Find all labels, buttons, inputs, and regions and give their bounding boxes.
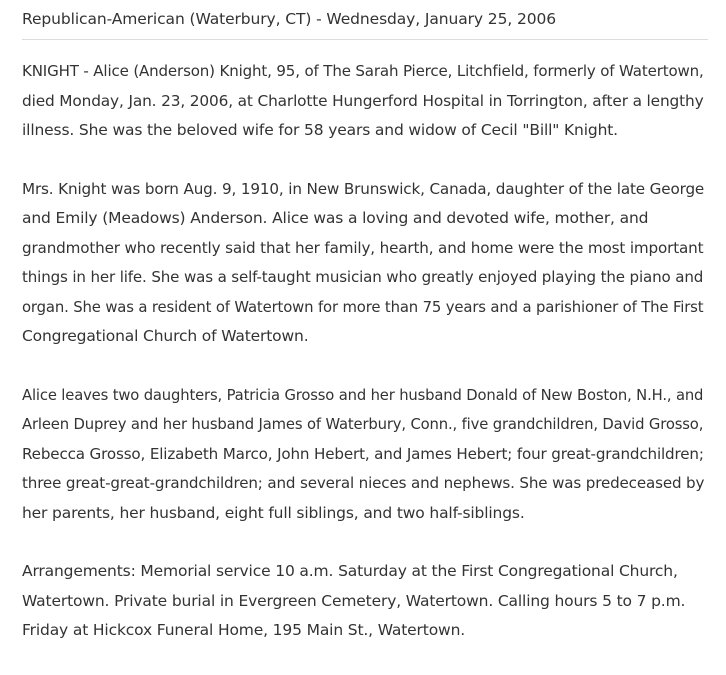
newspaper-header: Republican-American (Waterbury, CT) - Wednesday, January 25, 2006 <box>22 0 708 40</box>
text-line: died Monday, Jan. 23, 2006, at Charlotte Hungerford Hospital in Torrington, after a lengthy <box>22 91 704 110</box>
text-line: Alice leaves two daughters, Patricia Grosso and her husband Donald of New Boston, N.H., and <box>22 386 704 404</box>
obituary-body <box>22 40 708 646</box>
obituary-page <box>22 0 708 675</box>
text-line: Rebecca Grosso, Elizabeth Marco, John Hebert, and James Hebert; four great-grandchildren; <box>22 444 704 463</box>
text-line: organ. She was a resident of Watertown for more than 75 years and a parishioner of The First <box>22 297 704 316</box>
text-line: Friday at Hickcox Funeral Home, 195 Main St., Watertown. <box>22 621 466 639</box>
paragraph-arrangements <box>22 557 708 646</box>
text-line: illness. She was the beloved wife for 58 years and widow of Cecil "Bill" Knight. <box>22 121 618 139</box>
text-line: Arrangements: Memorial service 10 a.m. Saturday at the First Congregational Church, <box>22 562 678 580</box>
paragraph-biography <box>22 175 708 352</box>
text-line: KNIGHT - Alice (Anderson) Knight, 95, of The Sarah Pierce, Litchfield, formerly of Watertown, <box>22 62 704 80</box>
text-line: things in her life. She was a self-taught musician who greatly enjoyed playing the piano and <box>22 268 704 286</box>
paragraph-survivors <box>22 381 708 529</box>
text-line: grandmother who recently said that her family, hearth, and home were the most important <box>22 238 704 257</box>
paragraph-intro <box>22 57 708 146</box>
text-line: her parents, her husband, eight full siblings, and two half-siblings. <box>22 503 525 522</box>
text-line: Congregational Church of Watertown. <box>22 327 309 345</box>
text-line: Arleen Duprey and her husband James of Waterbury, Conn., five grandchildren, David Grosso, <box>22 416 704 433</box>
text-line: three great-great-grandchildren; and several nieces and nephews. She was predeceased by <box>22 474 705 492</box>
text-line: Mrs. Knight was born Aug. 9, 1910, in New Brunswick, Canada, daughter of the late George <box>22 179 705 198</box>
text-line: and Emily (Meadows) Anderson. Alice was a loving and devoted wife, mother, and <box>22 209 649 227</box>
text-line: Watertown. Private burial in Evergreen Cemetery, Watertown. Calling hours 5 to 7 p.m. <box>22 591 686 610</box>
